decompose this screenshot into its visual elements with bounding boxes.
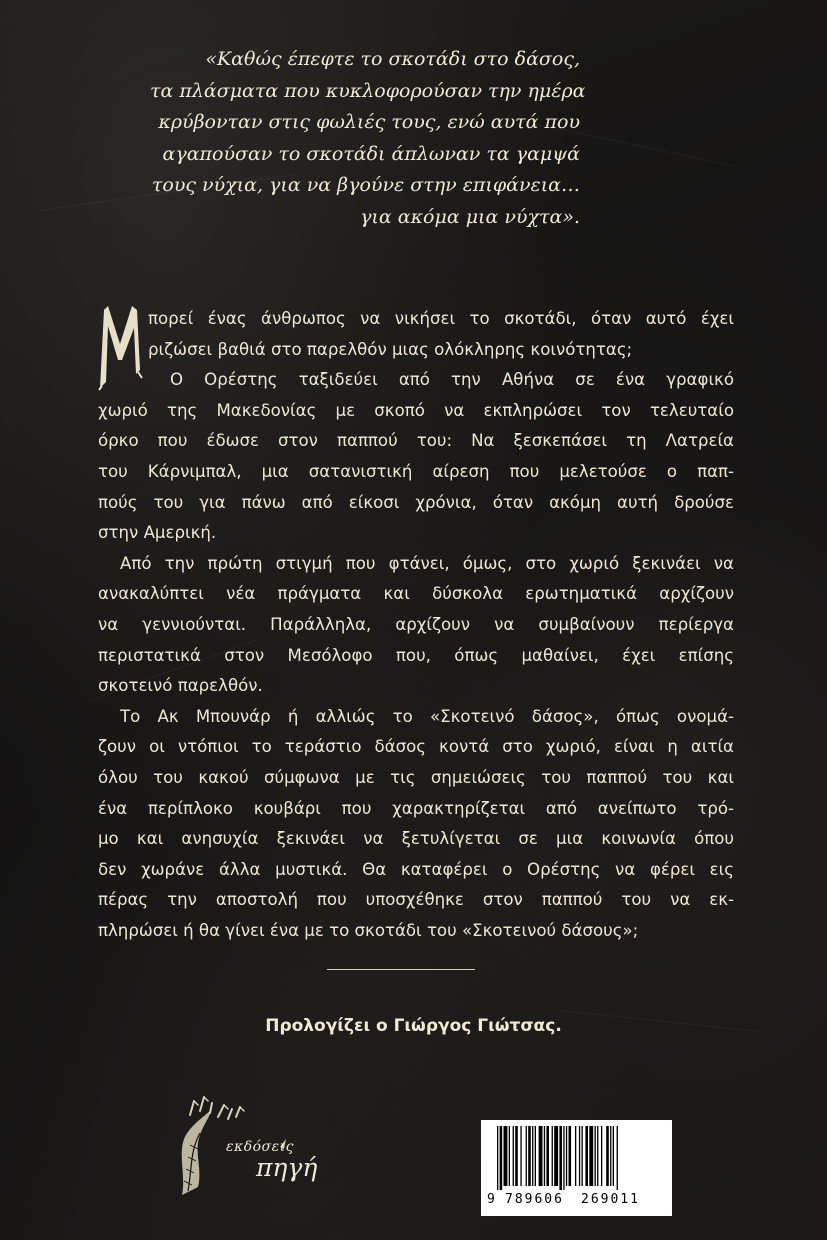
barcode-bar — [544, 1126, 545, 1186]
barcode-bar — [535, 1126, 536, 1186]
barcode-group-2: 269011 — [581, 1192, 640, 1207]
barcode-bar — [528, 1126, 531, 1186]
blurb-line: χωριό της Μακεδονίας με σκοπό να εκπληρώσει τον τελευταίο — [98, 400, 734, 420]
barcode-bar — [559, 1126, 562, 1190]
barcode-bar — [554, 1126, 558, 1186]
barcode-bar — [589, 1126, 593, 1186]
barcode-bar — [601, 1126, 602, 1186]
barcode-bar — [513, 1126, 514, 1186]
barcode-bar — [595, 1126, 596, 1186]
barcode-bar — [520, 1126, 521, 1186]
blurb-line: δεν χωράνε άλλα μυστικά. Θα καταφέρει ο Ορέστης να φέρει εις — [98, 859, 734, 879]
quote-line: τα πλάσματα που κυκλοφορούσαν την ημέρα — [150, 79, 586, 102]
publisher-name-line1: εκδόσεις — [226, 1139, 294, 1155]
blurb-line: να γεννιούνται. Παράλληλα, αρχίζουν να συμβαίνουν περίεργα — [98, 614, 734, 634]
barcode-group-1: 789606 — [505, 1192, 564, 1207]
foreword-credit: Προλογίζει ο Γιώργος Γιώτσας. — [265, 1016, 562, 1036]
barcode-bar — [610, 1126, 611, 1186]
barcode-bar — [563, 1126, 564, 1190]
barcode-bar — [552, 1126, 553, 1186]
blurb-line: πορεί ένας άνθρωπος να νικήσει το σκοτάδι, όταν αυτό έχει — [148, 309, 734, 328]
blurb-line: όρκο που έδωσε στον παππού του: Να ξεσκεπάσει τη Λατρεία — [98, 431, 734, 451]
barcode-bar — [515, 1126, 518, 1186]
barcode-bar — [532, 1126, 533, 1186]
blurb-line: όλου του κακού σύμφωνα με τις σημειώσεις του παππού του και — [98, 767, 734, 787]
blurb-line: ριζώσει βαθιά στο παρελθόν μιας ολόκληρης κοινότητας; — [148, 339, 633, 359]
publisher-name-line2: πηγή — [256, 1153, 318, 1182]
quote-line: για ακόμα μια νύχτα». — [360, 205, 580, 228]
barcode-bar — [579, 1126, 580, 1186]
barcode-bar — [500, 1126, 503, 1190]
blurb-line: πληρώσει ή θα γίνει ένα με το σκοτάδι του «Σκοτεινού δάσους»; — [98, 920, 639, 940]
barcode-bar — [526, 1126, 527, 1186]
blurb-line: μο και ανησυχία ξεκινάει να ξετυλίγεται σε μια κοινωνία όπου — [98, 829, 734, 849]
barcode-bar — [504, 1126, 508, 1186]
quote-line: τους νύχια, για να βγούνε στην επιφάνεια… — [151, 174, 580, 196]
barcode-bar — [539, 1126, 543, 1186]
barcode-bar — [546, 1126, 549, 1186]
blurb-line: Ο Ορέστης ταξιδεύει από την Αθήνα σε ένα γραφικό — [170, 370, 734, 390]
barcode-bar — [569, 1126, 572, 1186]
barcode-bar — [497, 1126, 498, 1190]
back-cover-quote — [150, 44, 586, 233]
barcode-bar — [613, 1126, 614, 1186]
barcode-bar — [597, 1126, 598, 1186]
divider-rule — [327, 969, 475, 970]
barcode-bar — [617, 1126, 618, 1190]
blurb-line: ανακαλύπτει νέα πράγματα και δύσκολα ερωτηματικά αρχίζουν — [98, 584, 734, 604]
barcode-bars — [485, 1126, 668, 1190]
blurb-line: Το Ακ Μπουνάρ ή αλλιώς το «Σκοτεινό δάσος», όπως ονομά- — [120, 706, 734, 726]
blurb-line: του Κάρνιμπαλ, μια σατανιστική αίρεση που μελετούσε ο παπ- — [98, 461, 734, 481]
blurb-line: πούς του για πάνω από είκοσι χρόνια, όταν ακόμη αυτή δρούσε — [98, 492, 734, 512]
blurb-line: σκοτεινό παρελθόν. — [98, 676, 263, 696]
isbn-barcode — [481, 1120, 672, 1216]
barcode-lead-digit: 9 — [487, 1192, 497, 1207]
blurb-line: περιστατικά στον Μεσόλοφο που, όπως μαθαίνει, έχει επίσης — [98, 645, 734, 665]
barcode-bar — [509, 1126, 510, 1186]
barcode-bar — [575, 1126, 576, 1186]
blurb-line: πέρας την αποστολή που υποσχέθηκε στον παππού του να εκ- — [98, 890, 734, 910]
blurb-line: ένα περίπλοκο κουβάρι που χαρακτηρίζεται από ανείπωτο τρό- — [98, 798, 734, 818]
barcode-bar — [582, 1126, 583, 1186]
blurb-text — [98, 304, 734, 946]
quote-line: κρύβονταν στις φωλιές τους, ενώ αυτά που — [158, 111, 580, 133]
blurb-line: στην Αμερική. — [98, 523, 217, 543]
barcode-bar — [606, 1126, 609, 1186]
quote-line: αγαπούσαν το σκοτάδι άπλωναν τα γαμψά — [162, 142, 580, 165]
barcode-bar — [585, 1126, 588, 1186]
barcode-bar — [566, 1126, 567, 1186]
blurb-line: Από την πρώτη στιγμή που φτάνει, όμως, στο χωριό ξεκινάει να — [120, 553, 734, 573]
blurb-line: ζουν οι ντόπιοι το τεράστιο δάσος κοντά στο χωριό, είναι η αιτία — [98, 737, 734, 757]
quote-line: «Καθώς έπεφτε το σκοτάδι στο δάσος, — [205, 48, 580, 70]
